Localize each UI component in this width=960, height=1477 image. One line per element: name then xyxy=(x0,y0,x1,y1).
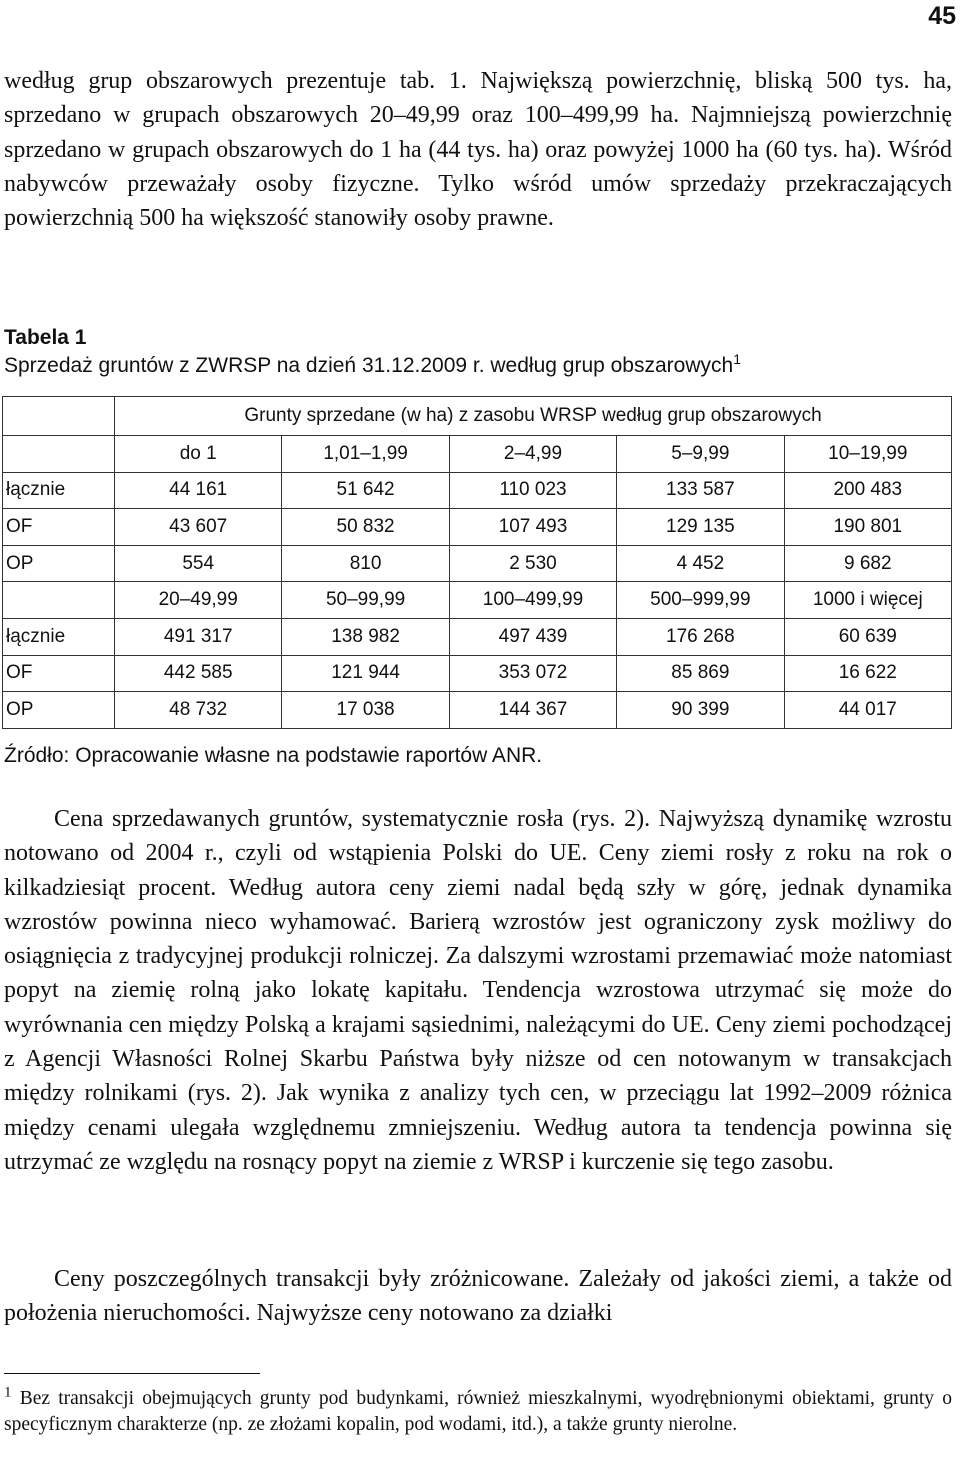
table-header-cell: 500–999,99 xyxy=(617,582,784,619)
table-cell: 44 017 xyxy=(784,692,951,729)
table-cell: 44 161 xyxy=(115,472,282,509)
table-cell: 107 493 xyxy=(449,509,616,546)
table-cell: 2 530 xyxy=(449,545,616,582)
table-cell: 190 801 xyxy=(784,509,951,546)
table-cell: 43 607 xyxy=(115,509,282,546)
table-cell: 491 317 xyxy=(115,618,282,655)
table-cell: 497 439 xyxy=(449,618,616,655)
footnote-text: Bez transakcji obejmujących grunty pod budynkami, również mieszkalnymi, wyodrębnionymi obiektami, grunty o specyficznym charakterze (np. ze złożami kopalin, pod wodami, itd.), a także grunty nierolne. xyxy=(4,1388,952,1436)
sales-table xyxy=(2,396,952,729)
table-row xyxy=(3,655,952,692)
body-paragraph-2: Cena sprzedawanych gruntów, systematycznie rosła (rys. 2). Najwyższą dynamikę wzrostu notowano od 2004 r., czyli od wstąpienia Polski do UE. Ceny ziemi rosły z roku na rok o kilkadziesiąt procent. Według autora ceny ziemi nadal będą szły w górę, jednak dynamika wzrostów powinna nieco wyhamować. Barierą wzrostów jest ograniczony zysk możliwy do osiągnięcia z tradycyjnej produkcji rolniczej. Za dalszymi wzrostami przemawiać może natomiast popyt na ziemię rolną jako lokatę kapitału. Tendencja wzrostowa utrzymać się może do wyrównania cen między Polską a krajami sąsiednimi, należącymi do UE. Ceny ziemi pochodzącej z Agencji Własności Rolnej Skarbu Państwa były niższe od cen notowanym w transakcjach między rolnikami (rys. 2). Jak wynika z analizy tych cen, w przeciągu lat 1992–2009 różnica między cenami ulegała względnemu zmniejszeniu. Według autora ta tendencja powinna się utrzymać ze względu na rosnący popyt na ziemie z WRSP i kurczenie się tego zasobu. xyxy=(4,806,952,1175)
table-cell: 4 452 xyxy=(617,545,784,582)
table-row xyxy=(3,618,952,655)
table-header-cell: 50–99,99 xyxy=(282,582,449,619)
table-cell: 85 869 xyxy=(617,655,784,692)
table-cell: 51 642 xyxy=(282,472,449,509)
table-source: Źródło: Opracowanie własne na podstawie raportów ANR. xyxy=(4,744,543,767)
table-row xyxy=(3,472,952,509)
table-header-cell: 1,01–1,99 xyxy=(282,436,449,473)
table-cell: 17 038 xyxy=(282,692,449,729)
row-label: OP xyxy=(3,692,115,729)
table-cell: 176 268 xyxy=(617,618,784,655)
table-header-row xyxy=(3,436,952,473)
table-cell: 810 xyxy=(282,545,449,582)
table-cell: 110 023 xyxy=(449,472,616,509)
row-label: łącznie xyxy=(3,618,115,655)
footnote-divider xyxy=(4,1373,260,1374)
table-header-cell: 100–499,99 xyxy=(449,582,616,619)
table-corner-cell xyxy=(3,397,115,436)
table-header-cell: 10–19,99 xyxy=(784,436,951,473)
table-header-cell: 2–4,99 xyxy=(449,436,616,473)
table-cell: 48 732 xyxy=(115,692,282,729)
table-cell: 60 639 xyxy=(784,618,951,655)
footnote xyxy=(4,1386,952,1439)
table-header-cell: 5–9,99 xyxy=(617,436,784,473)
table-cell: 138 982 xyxy=(282,618,449,655)
table-header-blank xyxy=(3,582,115,619)
table-cell: 442 585 xyxy=(115,655,282,692)
table-header-cell: do 1 xyxy=(115,436,282,473)
table-cell: 50 832 xyxy=(282,509,449,546)
table-cell: 133 587 xyxy=(617,472,784,509)
table-group-header-row xyxy=(3,397,952,436)
row-label: OF xyxy=(3,655,115,692)
table-row xyxy=(3,692,952,729)
body-paragraph-3: Ceny poszczególnych transakcji były zróżnicowane. Zależały od jakości ziemi, a także od położenia nieruchomości. Najwyższe ceny notowano za działki xyxy=(4,1266,952,1327)
table-caption-text: Sprzedaż gruntów z ZWRSP na dzień 31.12.2009 r. według grup obszarowych xyxy=(4,354,734,377)
table-label: Tabela 1 xyxy=(4,326,87,349)
table-header-row xyxy=(3,582,952,619)
row-label: łącznie xyxy=(3,472,115,509)
table-caption xyxy=(4,351,741,378)
table-caption-footnote-mark: 1 xyxy=(733,351,741,367)
table-cell: 353 072 xyxy=(449,655,616,692)
table-cell: 16 622 xyxy=(784,655,951,692)
page-number: 45 xyxy=(928,2,956,30)
footnote-mark: 1 xyxy=(4,1384,12,1401)
table-cell: 144 367 xyxy=(449,692,616,729)
row-label: OF xyxy=(3,509,115,546)
table-header-blank xyxy=(3,436,115,473)
table-group-header: Grunty sprzedane (w ha) z zasobu WRSP według grup obszarowych xyxy=(115,397,952,436)
table-cell: 9 682 xyxy=(784,545,951,582)
row-label: OP xyxy=(3,545,115,582)
table-cell: 90 399 xyxy=(617,692,784,729)
table-header-cell: 1000 i więcej xyxy=(784,582,951,619)
intro-paragraph: według grup obszarowych prezentuje tab. 1. Największą powierzchnię, bliską 500 tys. ha, sprzedano w grupach obszarowych 20–49,99 oraz 100–499,99 ha. Najmniejszą powierzchnię sprzedano w grupach obszarowych do 1 ha (44 tys. ha) oraz powyżej 1000 ha (60 tys. ha). Wśród nabywców przeważały osoby fizyczne. Tylko wśród umów sprzedaży przekraczających powierzchnią 500 ha większość stanowiły osoby prawne. xyxy=(4,68,952,232)
table-cell: 129 135 xyxy=(617,509,784,546)
table-row xyxy=(3,545,952,582)
table-header-cell: 20–49,99 xyxy=(115,582,282,619)
table-row xyxy=(3,509,952,546)
table-cell: 200 483 xyxy=(784,472,951,509)
table-cell: 554 xyxy=(115,545,282,582)
table-cell: 121 944 xyxy=(282,655,449,692)
